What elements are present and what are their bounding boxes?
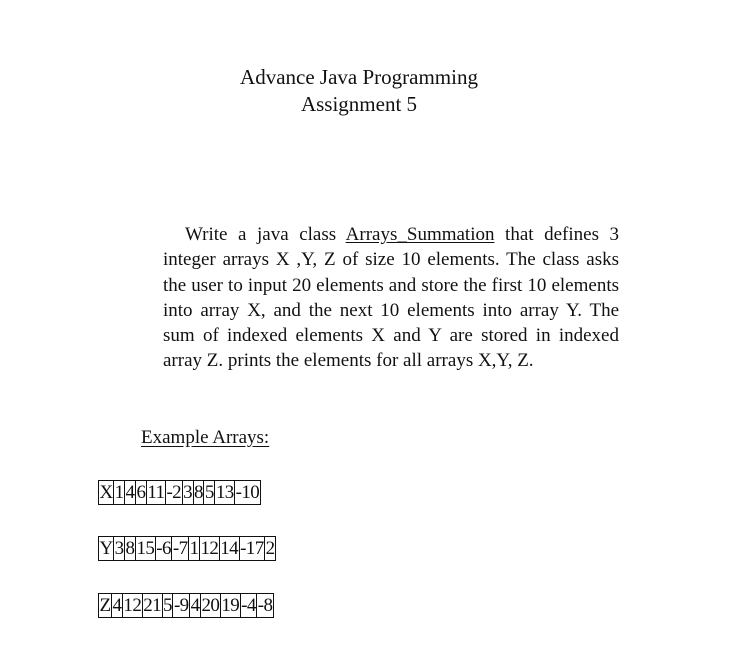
array-cell: -4 xyxy=(241,595,256,616)
array-cell: -8 xyxy=(257,595,273,616)
array-label-cell: Z xyxy=(99,595,111,616)
array-cell: 20 xyxy=(201,595,220,616)
array-cell: -17 xyxy=(240,538,264,559)
array-cell: 8 xyxy=(194,482,203,503)
array-x-table xyxy=(98,480,261,505)
array-cell: 12 xyxy=(123,595,142,616)
array-cell: 5 xyxy=(204,482,214,503)
array-cell: 14 xyxy=(220,538,239,559)
array-cell: -2 xyxy=(166,482,182,503)
array-cell: 19 xyxy=(221,595,240,616)
array-cell: -7 xyxy=(172,538,188,559)
array-cell: 4 xyxy=(125,482,135,503)
array-cell: -6 xyxy=(156,538,171,559)
assignment-description xyxy=(163,222,619,374)
array-cell: -10 xyxy=(235,482,260,503)
array-z-table xyxy=(98,593,274,618)
array-cell: 3 xyxy=(183,482,192,503)
array-cell: 4 xyxy=(190,595,200,616)
assignment-title: Assignment 5 xyxy=(300,92,418,116)
array-cell: 2 xyxy=(265,538,275,559)
array-cell: 4 xyxy=(112,595,122,616)
array-cell: -9 xyxy=(173,595,189,616)
document-title xyxy=(0,64,718,118)
array-cell: 1 xyxy=(189,538,199,559)
table-row xyxy=(99,537,276,561)
description-body: that defines 3 integer arrays X ,Y, Z of size 10 elements. The class asks the user to input 20 elements and store the first 10 elements into array X, and the next 10 elements into array Y. The sum of indexed elements X and Y are stored in indexed array Z. prints the elements for all arrays X,Y, Z. xyxy=(163,224,620,372)
array-cell: 11 xyxy=(147,482,165,503)
table-row xyxy=(99,594,274,618)
array-label-cell: X xyxy=(99,482,113,503)
array-cell: 12 xyxy=(200,538,219,559)
array-cell: 3 xyxy=(114,538,124,559)
array-cell: 15 xyxy=(136,538,155,559)
array-cell: 6 xyxy=(136,482,146,503)
example-heading: Example Arrays: xyxy=(141,427,270,448)
array-y-table xyxy=(98,536,276,561)
array-label-cell: Y xyxy=(99,538,113,559)
class-name: Arrays_Summation xyxy=(345,224,495,245)
table-row xyxy=(99,481,261,505)
description-intro: Write a java class xyxy=(185,224,346,245)
array-cell: 13 xyxy=(215,482,234,503)
array-cell: 21 xyxy=(143,595,162,616)
array-cell: 5 xyxy=(163,595,172,616)
array-cell: 8 xyxy=(125,538,135,559)
course-title: Advance Java Programming xyxy=(240,65,478,89)
array-cell: 1 xyxy=(114,482,124,503)
